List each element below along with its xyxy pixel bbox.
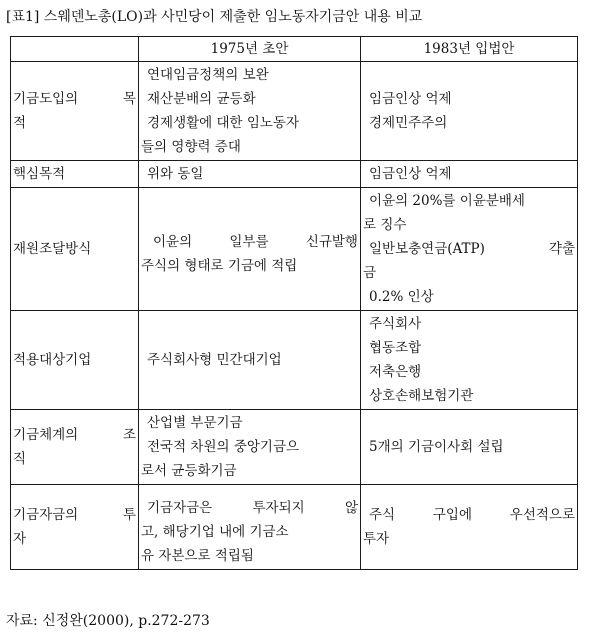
cell-1975-target-firms: 주식회사형 민간대기업 xyxy=(139,311,361,410)
cell-1975-fund-structure: 산업별 부문기금 전국적 차원의 중앙기금으 로서 균등화기금 xyxy=(139,410,361,485)
row-label-target-firms: 적용대상기업 xyxy=(11,311,139,410)
cell-1983-investment: 주식 구입에 우선적으로 투자 xyxy=(361,485,578,570)
cell-1983-core-goal: 임금인상 억제 xyxy=(361,161,578,188)
table-row xyxy=(11,188,578,311)
cell-1983-financing: 이윤의 20%를 이윤분배세 로 징수 일반보충연금(ATP) 갹출 금 0.2% 인상 xyxy=(361,188,578,311)
row-label-purpose: 기금도입의 목 적 xyxy=(11,62,139,161)
row-label-investment: 기금자금의 투 자 xyxy=(11,485,139,570)
table-row xyxy=(11,485,578,570)
cell-1975-purpose: 연대임금정책의 보완 재산분배의 균등화 경제생활에 대한 임노동자 들의 영향력 증대 xyxy=(139,62,361,161)
cell-1975-financing: 이윤의 일부를 신규발행 주식의 형태로 기금에 적립 xyxy=(139,188,361,311)
header-empty-cell xyxy=(11,37,139,62)
comparison-table xyxy=(10,36,578,570)
row-label-financing: 재원조달방식 xyxy=(11,188,139,311)
header-1983-bill: 1983년 입법안 xyxy=(361,37,578,62)
cell-1983-target-firms: 주식회사 협동조합 저축은행 상호손해보험기관 xyxy=(361,311,578,410)
cell-1975-investment: 기금자금은 투자되지 않 고, 해당기업 내에 기금소 유 자본으로 적립됨 xyxy=(139,485,361,570)
table-caption: [표1] 스웨덴노총(LO)과 사민당이 제출한 임노동자기금안 내용 비교 xyxy=(6,9,423,25)
cell-1975-core-goal: 위와 동일 xyxy=(139,161,361,188)
cell-1983-fund-structure: 5개의 기금이사회 설립 xyxy=(361,410,578,485)
row-label-core-goal: 핵심목적 xyxy=(11,161,139,188)
row-label-fund-structure: 기금체계의 조 직 xyxy=(11,410,139,485)
table-row xyxy=(11,62,578,161)
table-row xyxy=(11,311,578,410)
source-note: 자료: 신정완(2000), p.272-273 xyxy=(6,613,210,629)
cell-1983-purpose: 임금인상 억제 경제민주주의 xyxy=(361,62,578,161)
table-header-row xyxy=(11,37,578,62)
table-row xyxy=(11,410,578,485)
table-row xyxy=(11,161,578,188)
header-1975-draft: 1975년 초안 xyxy=(139,37,361,62)
